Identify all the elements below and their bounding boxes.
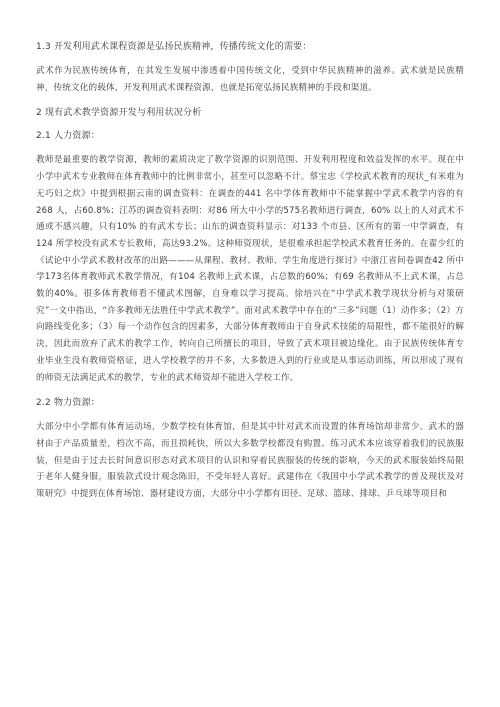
section-2-2-heading: 2.2 物力资源：: [36, 398, 100, 409]
section-1-3-heading: 1.3 开发利用武术课程资源是弘扬民族精神，传播传统文化的需要：: [36, 42, 312, 52]
section-2-1-heading: 2.1 人力资源：: [36, 131, 100, 142]
section-2-heading: 2 现有武术教学资源开发与利用状况分析: [36, 108, 202, 119]
section-2-1-paragraph: 教师是最重要的教学资源，教师的素质决定了教学资源的识别范围、开发利用程度和效益发挥的水平。现在中小学中武术专业教师在体育教师中的比例非常小，甚至可以忽略不计。蔡宝忠《学校武术教育的现状_有米难为无巧妇之炊》中提到根据云南的调查资料：在调查的441 名中学体育教师中不能掌握中学武术教学内容的有268 人，占60.8%；江苏的调查资料表明：对86 所大中小学的575名教师进行调查，60% 以上的人对武术不通或不感兴趣，只有10% 的有武术专长；山东的调查资料显示：对133 个市县、区所有的第一中学调查，有124 所学校没有武术专长教师，高达93.2%。这种师资现状，是很难承担起学校武术教育任务的。在翟少红的《试论中小学武术教材改革的出路———从课程、教材、教师、学生角度进行探讨》中浙江省间卷调查42 所中学173名体育教师武术教学情况，有104 名教师上武术课，占总数的60%；有69 名教师从不上武术课，占总数的40%。很多体育教师看不懂武术图解，自身难以学习提高。徐培兴在“中学武术教学现状分析与对策研究”一文中指出，“许多教师无法胜任中学武术教学”。面对武术教学中存在的“三多”问题（1）动作多；（2）方向路线变化多；（3）每一个动作包含的因素多，大部分体育教师由于自身武术技能的局限性，都不能很好的解决，因此而放弃了武术的教学工作，转向自己所擅长的项目，导致了武术项目被边缘化。由于民族传统体育专业毕业生没有教师资格证，进入学校教学的并不多，大多数进入到的行业或是从事运动训练，所以形成了现有的师资无法满足武术的教学，专业的武术师资却不能进入学校工作。: [36, 155, 464, 383]
section-2-2-paragraph: 大部分中小学都有体育运动场，少数学校有体育馆，但是其中针对武术而设置的体育场馆却非常少。武术的器材由于产品质量差，档次不高，而且损耗快，所以大多数学校都没有购置。练习武术本应该穿着我们的民族服装，但是由于过去长时间意识形态对武术项目的认识和穿着民族服装的传统的影响，今天的武术服装始终局限于老年人健身服，服装款式设计观念陈旧，不受年轻人喜好。武建伟在《我国中小学武术教学的普及现状及对策研究》中提到在体育场馆、器材建设方面，大部分中小学都有田径、足球、篮球、排球、乒乓球等项目和: [36, 422, 464, 500]
section-1-3-paragraph: 武术作为民族传统体育，在其发生发展中渗透着中国传统文化，受到中华民族精神的滋养。武术就是民族精神，传统文化的载体，开发利用武术课程资源，也就是拓宽弘扬民族精神的手段和渠道。: [36, 66, 464, 93]
